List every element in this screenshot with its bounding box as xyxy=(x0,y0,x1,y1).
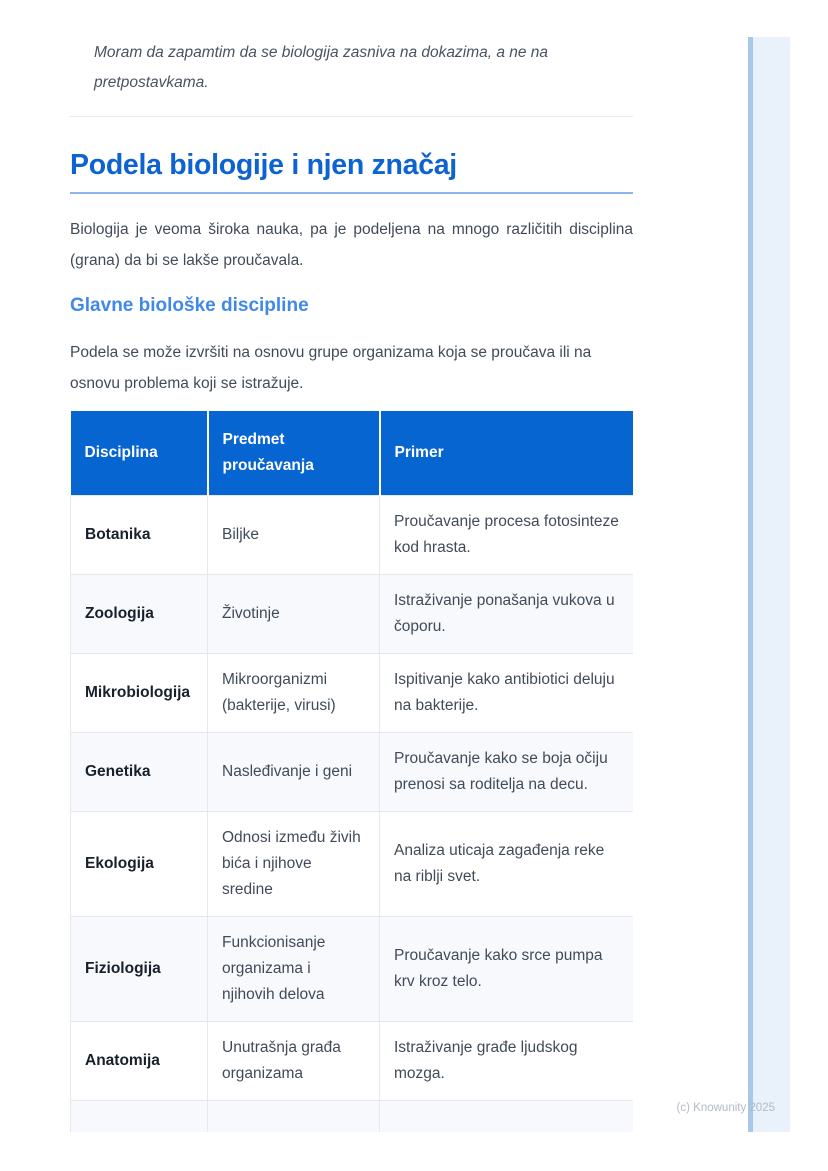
table-body xyxy=(71,496,634,1133)
table-row xyxy=(71,812,634,917)
section-subtitle: Glavne biološke discipline xyxy=(70,295,309,316)
cell-disciplina: Anatomija xyxy=(71,1022,208,1101)
table-row xyxy=(71,575,634,654)
header-cell-predmet: Predmet proučavanja xyxy=(208,411,380,496)
cell-predmet: Nasleđivanje i geni xyxy=(208,733,380,812)
cell-predmet: Odnosi između živih bića i njihove sredine xyxy=(208,812,380,917)
page-title: Podela biologije i njen značaj xyxy=(70,149,457,181)
header-cell-primer: Primer xyxy=(380,411,634,496)
cell-predmet: Funkcionisanje organizama i njihovih delova xyxy=(208,917,380,1022)
cell-disciplina xyxy=(71,1101,208,1133)
subintro-paragraph: Podela se može izvršiti na osnovu grupe organizama koja se proučava ili na osnovu problema koji se istražuje. xyxy=(70,344,592,392)
cell-primer: Analiza uticaja zagađenja reke na riblji svet. xyxy=(380,812,634,917)
header-cell-disciplina: Disciplina xyxy=(71,411,208,496)
intro-paragraph: Biologija je veoma široka nauka, pa je podeljena na mnogo različitih disciplina (grana) da bi se lakše proučavala. xyxy=(70,221,633,269)
table-header xyxy=(71,411,634,496)
cell-disciplina: Zoologija xyxy=(71,575,208,654)
section-divider xyxy=(70,116,633,117)
cell-predmet: Životinje xyxy=(208,575,380,654)
cell-disciplina: Genetika xyxy=(71,733,208,812)
table-header-row xyxy=(71,411,634,496)
cell-predmet: Biljke xyxy=(208,496,380,575)
table-row xyxy=(71,917,634,1022)
cell-primer: Proučavanje kako srce pumpa krv kroz telo. xyxy=(380,917,634,1022)
disciplines-table-wrapper xyxy=(70,411,633,1132)
table-row xyxy=(71,496,634,575)
cell-primer: Istraživanje ponašanja vukova u čoporu. xyxy=(380,575,634,654)
cell-disciplina: Botanika xyxy=(71,496,208,575)
cell-disciplina: Fiziologija xyxy=(71,917,208,1022)
cell-predmet: Unutrašnja građa organizama xyxy=(208,1022,380,1101)
cell-predmet xyxy=(208,1101,380,1133)
cell-disciplina: Ekologija xyxy=(71,812,208,917)
memo-note: Moram da zapamtim da se biologija zasniva na dokazima, a ne na pretpostavkama. xyxy=(94,44,549,91)
page-edge-strip xyxy=(748,37,790,1132)
disciplines-table xyxy=(70,411,633,1132)
table-row xyxy=(71,654,634,733)
cell-primer xyxy=(380,1101,634,1133)
cell-primer: Istraživanje građe ljudskog mozga. xyxy=(380,1022,634,1101)
cell-primer: Proučavanje procesa fotosinteze kod hrasta. xyxy=(380,496,634,575)
cell-primer: Ispitivanje kako antibiotici deluju na bakterije. xyxy=(380,654,634,733)
copyright-footer: (c) Knowunity 2025 xyxy=(676,1102,775,1114)
cell-primer: Proučavanje kako se boja očiju prenosi sa roditelja na decu. xyxy=(380,733,634,812)
table-row xyxy=(71,1022,634,1101)
page-content xyxy=(70,0,633,1132)
table-row-clipped xyxy=(71,1101,634,1133)
title-underline xyxy=(70,192,633,194)
cell-predmet: Mikroorganizmi (bakterije, virusi) xyxy=(208,654,380,733)
cell-disciplina: Mikrobiologija xyxy=(71,654,208,733)
table-row xyxy=(71,733,634,812)
